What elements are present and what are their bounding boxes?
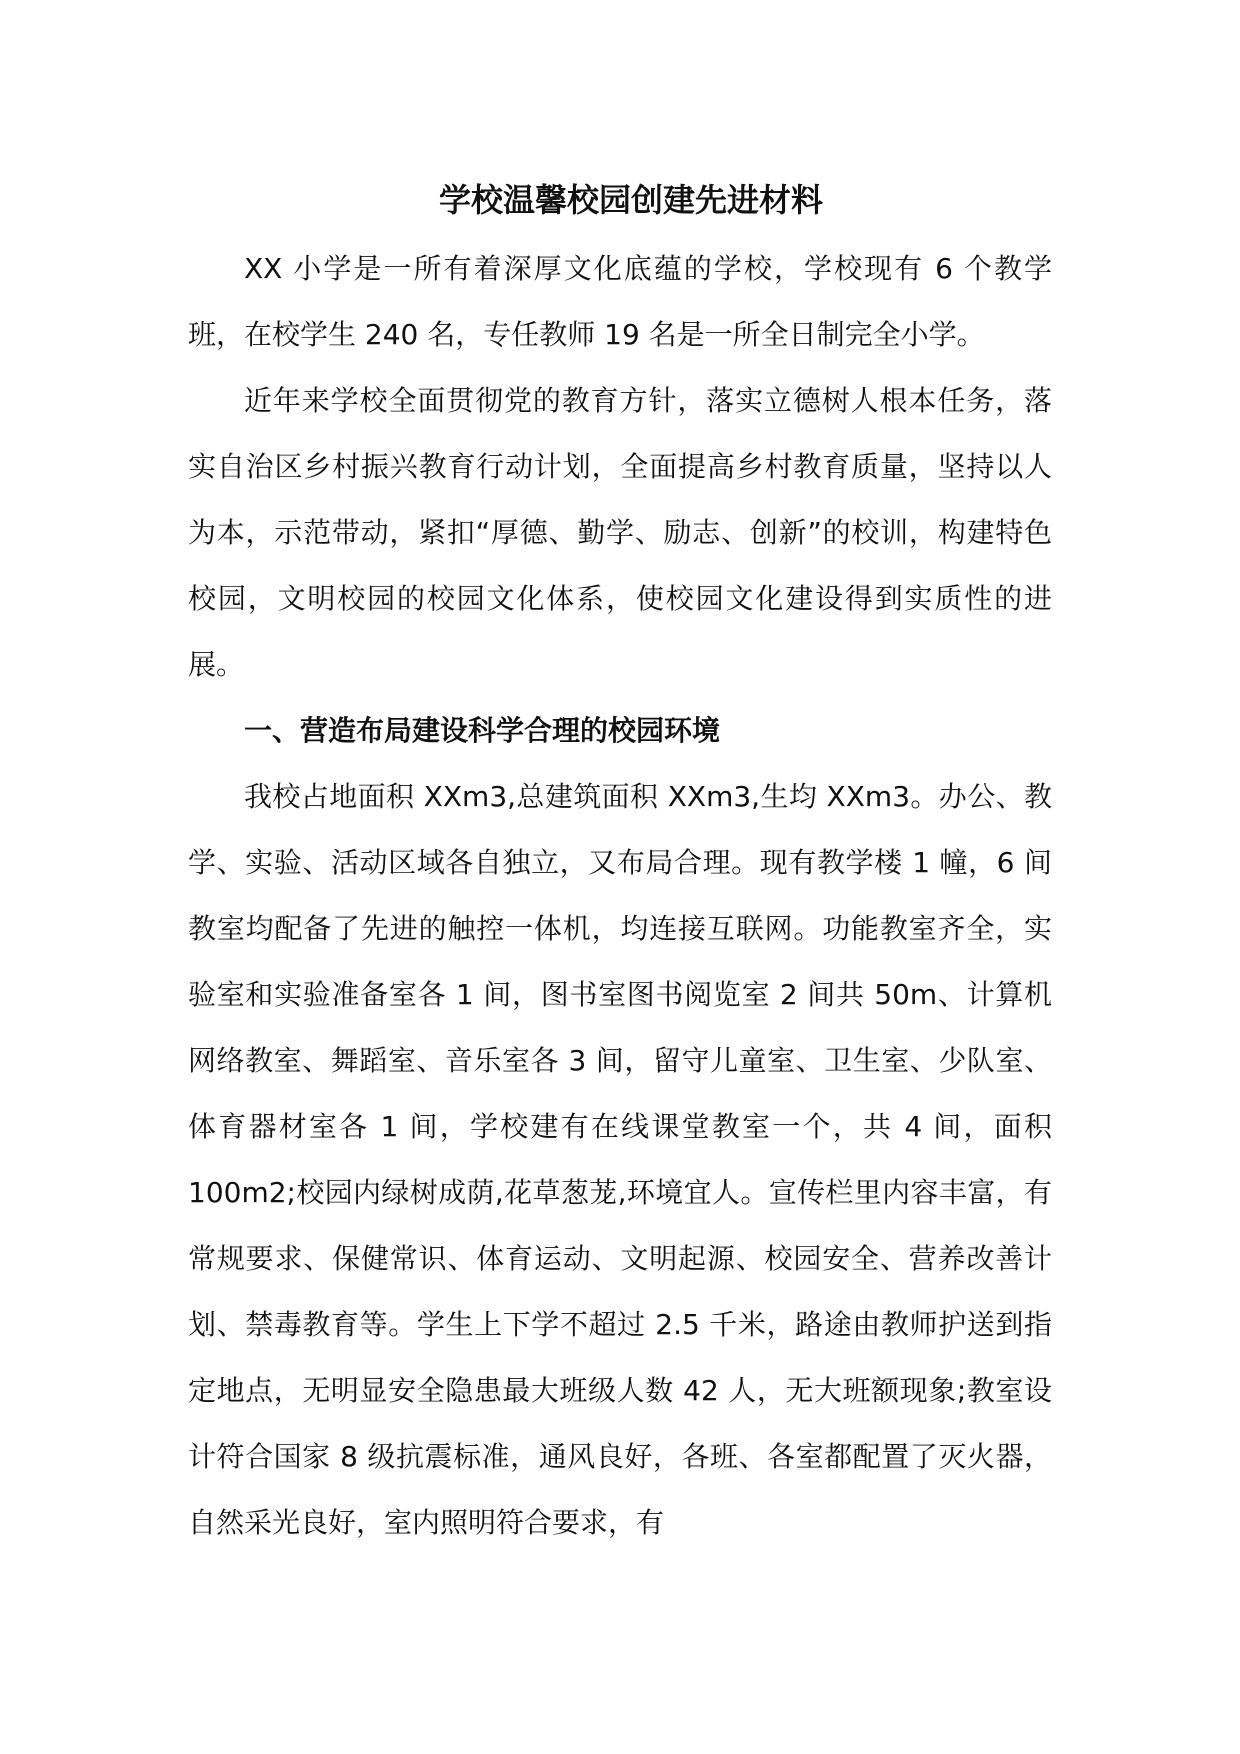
document-title: 学校温馨校园创建先进材料 <box>438 181 823 219</box>
section-heading: 一、营造布局建设科学合理的校园环境 <box>244 714 721 747</box>
section-paragraph: 我校占地面积 XXm3,总建筑面积 XXm3,生均 XXm3。办公、教学、实验、活动区域各自独立，又布局合理。现有教学楼 1 幢，6 间教室均配备了先进的触控一体机，均连接互联网。功能教室齐全，实验室和实验准备室各 1 间，图书室图书阅览室 2 间共 50m、计算机网络教室、舞蹈室、音乐室各 3 间，留守儿童室、卫生室、少队室、体育器材室各 1 间，学校建有在线课堂教室一个，共 4 间，面积 100m2;校园内绿树成荫,花草葱茏,环境宜人。宣传栏里内容丰富，有常规要求、保健常识、体育运动、文明起源、校园安全、营养改善计划、禁毒教育等。学生上下学不超过 2.5 千米，路途由教师护送到指定地点，无明显安全隐患最大班级人数 42 人，无大班额现象;教室设计符合国家 8 级抗震标准，通风良好，各班、各室都配置了灭火器，自然采光良好，室内照明符合要求，有 <box>188 780 1052 1539</box>
second-paragraph: 近年来学校全面贯彻党的教育方针，落实立德树人根本任务，落实自治区乡村振兴教育行动计划，全面提高乡村教育质量，坚持以人为本，示范带动，紧扣“厚德、勤学、励志、创新”的校训，构建特色校园，文明校园的校园文化体系，使校园文化建设得到实质性的进展。 <box>188 384 1052 681</box>
document-page <box>188 170 1052 1556</box>
intro-paragraph: XX 小学是一所有着深厚文化底蕴的学校，学校现有 6 个教学班，在校学生 240 名，专任教师 19 名是一所全日制完全小学。 <box>188 252 1052 351</box>
